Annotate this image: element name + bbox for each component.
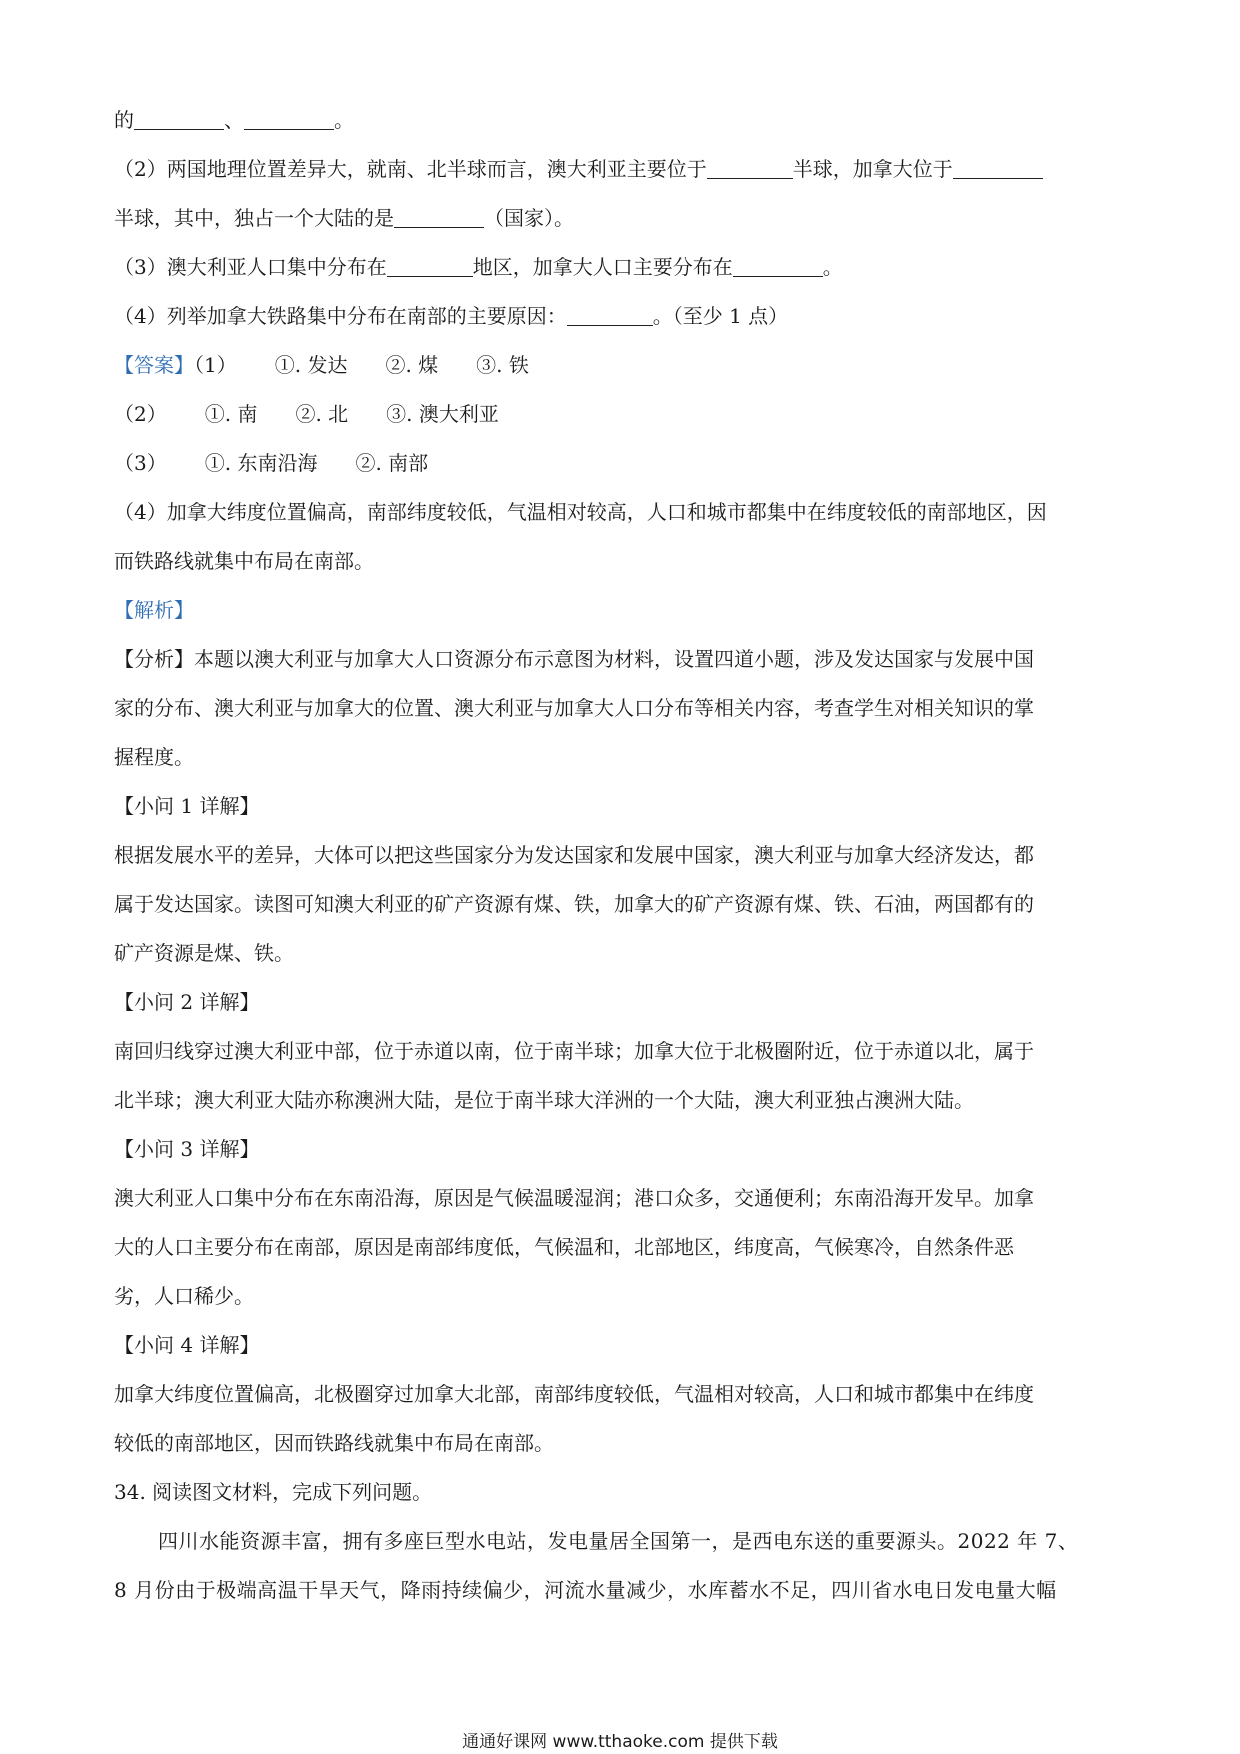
blank-field [244, 109, 334, 130]
answer-line-4b: 而铁路线就集中布局在南部。 [114, 549, 374, 573]
answer-tag: 【答案】 [114, 353, 194, 377]
detail-4-line: 加拿大纬度位置偏高，北极圈穿过加拿大北部，南部纬度较低，气温相对较高，人口和城市都集中在纬度 [114, 1382, 1034, 1406]
blank-field [567, 305, 653, 326]
q2-line-2 [114, 194, 1134, 243]
q4-line [114, 292, 1134, 341]
detail-4-line: 较低的南部地区，因而铁路线就集中布局在南部。 [114, 1431, 554, 1455]
detail-2-title: 【小问 2 详解】 [114, 990, 260, 1014]
answer-item: ③. 铁 [476, 353, 529, 377]
answer-item: ②. 煤 [385, 353, 439, 377]
answer-item: ①. 南 [204, 402, 258, 426]
answer-number: （2） [114, 402, 167, 426]
q3-line [114, 243, 1134, 292]
q2-text-b: 半球，加拿大位于 [792, 157, 953, 181]
answer-number: （1） [194, 353, 237, 377]
question-34-title: 34. 阅读图文材料，完成下列问题。 [114, 1480, 433, 1504]
answer-item: ③. 澳大利亚 [386, 402, 499, 426]
analysis-tag: 【解析】 [114, 598, 194, 622]
answer-line-2 [114, 390, 1134, 439]
detail-4-title: 【小问 4 详解】 [114, 1333, 260, 1357]
material-text: 四川水能资源丰富，拥有多座巨型水电站，发电量居全国第一，是西电东送的重要源头。2022 年 7、 [158, 1529, 1079, 1553]
q4-text-a: （4）列举加拿大铁路集中分布在南部的主要原因： [114, 304, 567, 328]
q1-text: 的 [114, 108, 134, 132]
detail-3-line: 劣，人口稀少。 [114, 1284, 254, 1308]
q3-text-b: 地区，加拿大人口主要分布在 [472, 255, 733, 279]
blank-field [953, 158, 1043, 179]
blank-field [707, 158, 793, 179]
material-line: 8 月份由于极端高温干旱天气，降雨持续偏少，河流水量减少，水库蓄水不足，四川省水电日发电量大幅 [114, 1578, 1057, 1602]
answer-line-4a: （4）加拿大纬度位置偏高，南部纬度较低，气温相对较高，人口和城市都集中在纬度较低的南部地区，因 [114, 500, 1047, 524]
blank-field [394, 207, 484, 228]
q2-line-1 [114, 145, 1134, 194]
detail-2-line: 北半球；澳大利亚大陆亦称澳洲大陆，是位于南半球大洋洲的一个大陆，澳大利亚独占澳洲大陆。 [114, 1088, 974, 1112]
q3-text-a: （3）澳大利亚人口集中分布在 [114, 255, 387, 279]
q1-answer-blanks [114, 96, 1134, 145]
detail-1-line: 根据发展水平的差异，大体可以把这些国家分为发达国家和发展中国家，澳大利亚与加拿大经济发达，都 [114, 843, 1034, 867]
detail-3-title: 【小问 3 详解】 [114, 1137, 260, 1161]
q2-text-c: 半球，其中，独占一个大陆的是 [114, 206, 394, 230]
answer-line-3 [114, 439, 1134, 488]
blank-field [733, 256, 823, 277]
detail-1-title: 【小问 1 详解】 [114, 794, 260, 818]
answer-item: ①. 发达 [274, 353, 348, 377]
analysis-line: 家的分布、澳大利亚与加拿大的位置、澳大利亚与加拿大人口分布等相关内容，考查学生对相关知识的掌 [114, 696, 1034, 720]
blank-field [134, 109, 224, 130]
blank-field [387, 256, 473, 277]
analysis-line: 【分析】本题以澳大利亚与加拿大人口资源分布示意图为材料，设置四道小题，涉及发达国家与发展中国 [114, 647, 1034, 671]
answer-item: ②. 北 [295, 402, 349, 426]
answer-item: ②. 南部 [355, 451, 429, 475]
detail-1-line: 矿产资源是煤、铁。 [114, 941, 294, 965]
page-footer: 通通好课网 www.tthaoke.com 提供下载 [462, 1732, 778, 1752]
detail-3-line: 大的人口主要分布在南部，原因是南部纬度低，气候温和，北部地区，纬度高，气候寒冷，自然条件恶 [114, 1235, 1014, 1259]
answer-line-1 [114, 341, 1134, 390]
answer-number: （3） [114, 451, 167, 475]
material-line [114, 1517, 1134, 1566]
answer-item: ①. 东南沿海 [204, 451, 318, 475]
detail-2-line: 南回归线穿过澳大利亚中部，位于赤道以南，位于南半球；加拿大位于北极圈附近，位于赤道以北，属于 [114, 1039, 1034, 1063]
detail-3-line: 澳大利亚人口集中分布在东南沿海，原因是气候温暖湿润；港口众多，交通便利；东南沿海开发早。加拿 [114, 1186, 1034, 1210]
q4-text-b: 。（至少 1 点） [652, 304, 789, 328]
q2-text-a: （2）两国地理位置差异大，就南、北半球而言，澳大利亚主要位于 [114, 157, 707, 181]
detail-1-line: 属于发达国家。读图可知澳大利亚的矿产资源有煤、铁，加拿大的矿产资源有煤、铁、石油，两国都有的 [114, 892, 1034, 916]
q2-text-d: （国家）。 [484, 206, 574, 230]
q1-end: 。 [334, 108, 354, 132]
q3-text-c: 。 [822, 255, 843, 279]
analysis-line: 握程度。 [114, 745, 194, 769]
q1-separator: 、 [224, 108, 244, 132]
document-page [114, 96, 1134, 1615]
